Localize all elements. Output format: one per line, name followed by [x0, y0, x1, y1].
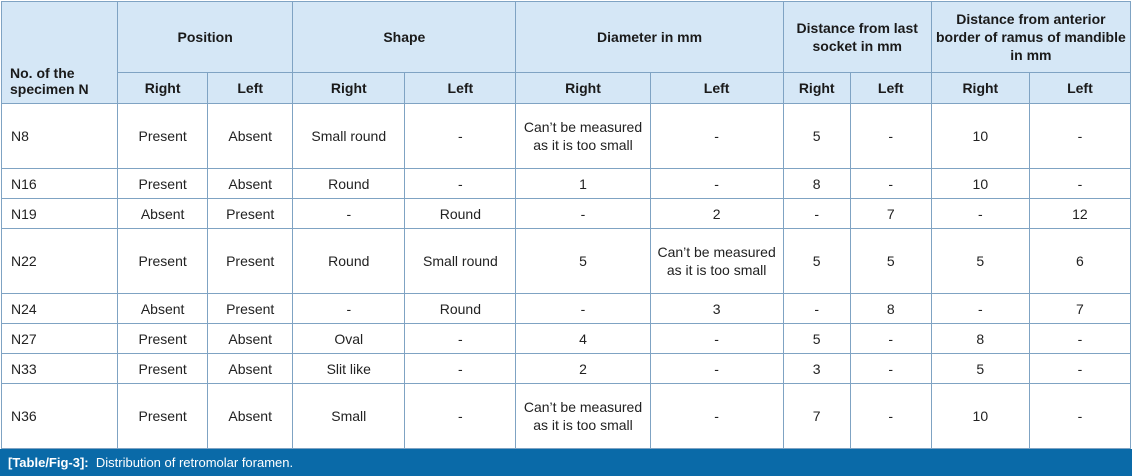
header-diameter: Diameter in mm [516, 2, 783, 73]
table-cell: 7 [783, 384, 850, 449]
table-cell: - [931, 199, 1029, 229]
table-cell: 5 [783, 324, 850, 354]
subheader-diameter-left: Left [650, 73, 783, 104]
table-cell: Round [405, 199, 516, 229]
table-cell: 8 [783, 169, 850, 199]
table-cell: Absent [118, 199, 208, 229]
table-cell: Present [118, 354, 208, 384]
table-cell: Absent [208, 354, 293, 384]
table-cell: Present [208, 294, 293, 324]
table-cell: - [650, 354, 783, 384]
specimen-cell: N27 [2, 324, 118, 354]
table-cell: 7 [850, 199, 931, 229]
table-cell: 8 [850, 294, 931, 324]
subheader-position-right: Right [118, 73, 208, 104]
table-cell: 3 [783, 354, 850, 384]
header-distance-anterior-border: Distance from anterior border of ramus of mandible in mm [931, 2, 1130, 73]
table-cell: - [293, 199, 405, 229]
table-cell: Absent [208, 169, 293, 199]
header-specimen: No. of the specimen N [2, 2, 118, 104]
table-cell: 7 [1029, 294, 1130, 324]
specimen-cell: N36 [2, 384, 118, 449]
subheader-last-socket-left: Left [850, 73, 931, 104]
table-cell: 10 [931, 384, 1029, 449]
table-cell: - [516, 199, 650, 229]
table-cell: - [650, 324, 783, 354]
header-shape: Shape [293, 2, 516, 73]
table-row [2, 294, 1131, 324]
table-row [2, 229, 1131, 294]
table-row [2, 354, 1131, 384]
table-cell: - [1029, 104, 1130, 169]
table-cell: Present [208, 229, 293, 294]
table-cell: 5 [931, 229, 1029, 294]
table-cell: - [783, 199, 850, 229]
table-cell: Present [118, 324, 208, 354]
table-cell: - [405, 104, 516, 169]
table-cell: Round [293, 229, 405, 294]
table-cell: 5 [783, 229, 850, 294]
table-cell: Round [405, 294, 516, 324]
table-cell: 5 [931, 354, 1029, 384]
subheader-diameter-right: Right [516, 73, 650, 104]
table-cell: Absent [208, 104, 293, 169]
table-row [2, 104, 1131, 169]
table-cell: Small round [293, 104, 405, 169]
table-body [2, 104, 1131, 449]
table-cell: - [650, 169, 783, 199]
header-distance-last-socket: Distance from last socket in mm [783, 2, 931, 73]
table-cell: - [850, 354, 931, 384]
table-cell: Present [208, 199, 293, 229]
table-cell: - [850, 169, 931, 199]
table-cell: Small [293, 384, 405, 449]
table-row [2, 384, 1131, 449]
table-cell: - [783, 294, 850, 324]
table-row [2, 199, 1131, 229]
table-cell: Absent [118, 294, 208, 324]
subheader-anterior-border-right: Right [931, 73, 1029, 104]
table-cell: - [405, 324, 516, 354]
table-cell: - [1029, 384, 1130, 449]
table-cell: 4 [516, 324, 650, 354]
table-cell: Present [118, 229, 208, 294]
table-cell: Can’t be measured as it is too small [650, 229, 783, 294]
header-position: Position [118, 2, 293, 73]
table-cell: 5 [850, 229, 931, 294]
table-cell: 5 [783, 104, 850, 169]
table-cell: Oval [293, 324, 405, 354]
table-cell: Present [118, 169, 208, 199]
table-cell: Absent [208, 384, 293, 449]
table-cell: - [405, 384, 516, 449]
specimen-cell: N16 [2, 169, 118, 199]
subheader-shape-left: Left [405, 73, 516, 104]
table-cell: Can’t be measured as it is too small [516, 384, 650, 449]
table-cell: - [850, 324, 931, 354]
specimen-cell: N19 [2, 199, 118, 229]
subheader-position-left: Left [208, 73, 293, 104]
table-cell: Present [118, 384, 208, 449]
table-cell: Round [293, 169, 405, 199]
table-cell: Can’t be measured as it is too small [516, 104, 650, 169]
table-cell: 5 [516, 229, 650, 294]
table-cell: 8 [931, 324, 1029, 354]
table-cell: 6 [1029, 229, 1130, 294]
table-cell: 3 [650, 294, 783, 324]
table-cell: - [1029, 324, 1130, 354]
table-cell: Absent [208, 324, 293, 354]
table-cell: Small round [405, 229, 516, 294]
subheader-anterior-border-left: Left [1029, 73, 1130, 104]
caption-text: Distribution of retromolar foramen. [95, 455, 294, 470]
specimen-cell: N8 [2, 104, 118, 169]
table-cell: - [931, 294, 1029, 324]
table-header [2, 2, 1131, 104]
table-cell: - [293, 294, 405, 324]
data-table [1, 1, 1131, 449]
table-cell: 12 [1029, 199, 1130, 229]
table-cell: Present [118, 104, 208, 169]
table-cell: 10 [931, 104, 1029, 169]
table-cell: 2 [516, 354, 650, 384]
table-cell: 2 [650, 199, 783, 229]
specimen-cell: N22 [2, 229, 118, 294]
table-cell: 1 [516, 169, 650, 199]
specimen-cell: N33 [2, 354, 118, 384]
table-cell: - [516, 294, 650, 324]
table-cell: - [405, 169, 516, 199]
table-cell: - [1029, 354, 1130, 384]
subheader-shape-right: Right [293, 73, 405, 104]
table-cell: - [650, 384, 783, 449]
table-cell: 10 [931, 169, 1029, 199]
table-caption [0, 449, 1132, 476]
caption-label: [Table/Fig-3]: [8, 455, 89, 470]
specimen-cell: N24 [2, 294, 118, 324]
subheader-last-socket-right: Right [783, 73, 850, 104]
table-cell: - [650, 104, 783, 169]
table-cell: - [850, 104, 931, 169]
table-figure [0, 1, 1132, 476]
table-row [2, 169, 1131, 199]
table-cell: Slit like [293, 354, 405, 384]
table-cell: - [405, 354, 516, 384]
table-cell: - [1029, 169, 1130, 199]
table-cell: - [850, 384, 931, 449]
table-row [2, 324, 1131, 354]
